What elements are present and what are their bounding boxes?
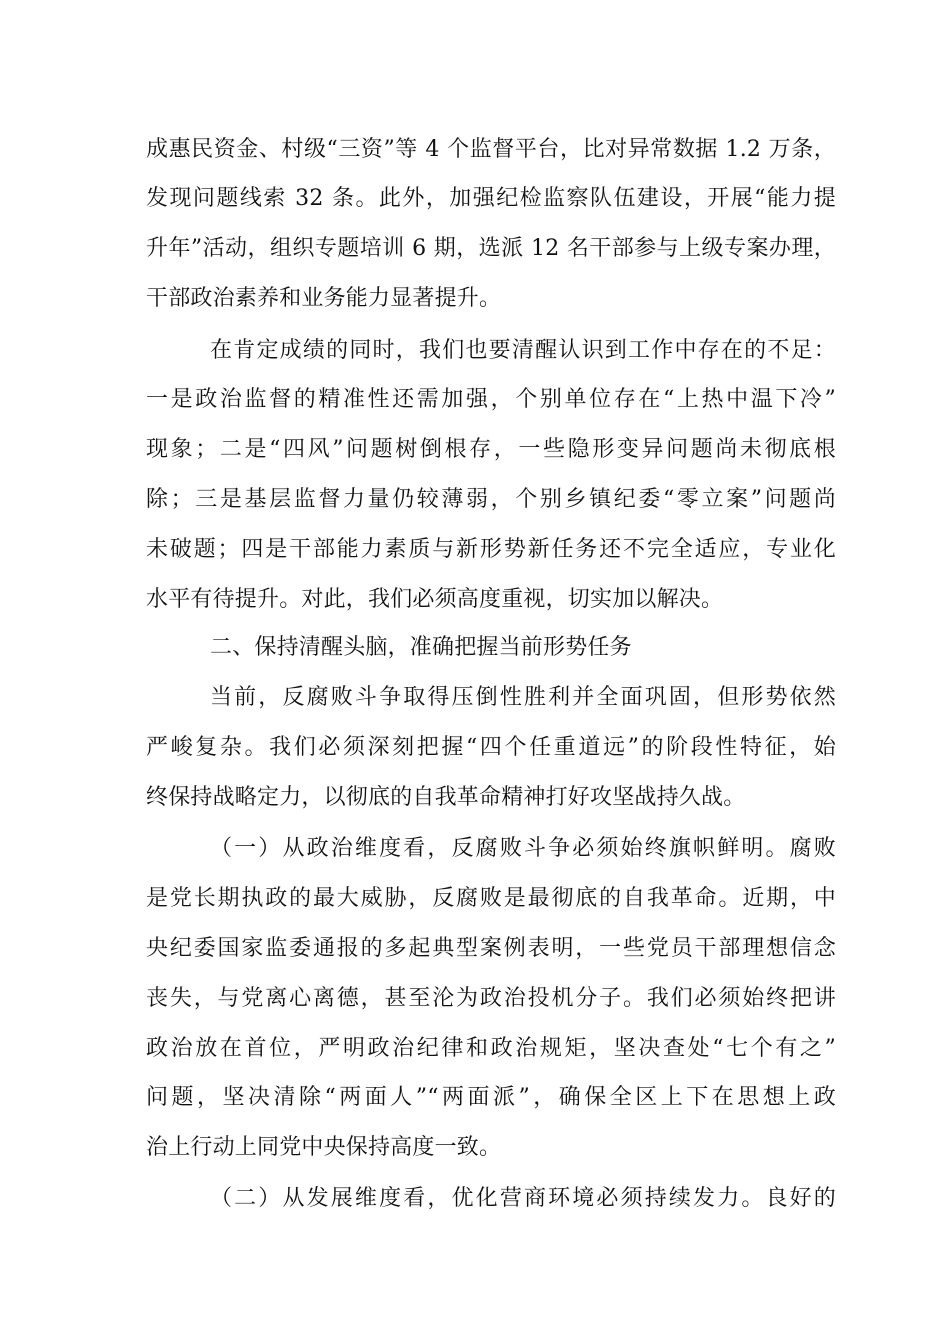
body-line: 终保持战略定力，以彻底的自我革命精神打好攻坚战持久战。: [146, 785, 746, 810]
body-line: 问题，坚决清除“两面人”“两面派”，确保全区上下在思想上政: [146, 1085, 836, 1110]
body-line: 除；三是基层监督力量仍较薄弱，个别乡镇纪委“零立案”问题尚: [146, 487, 836, 512]
paragraph-first-line: （二）从发展维度看，优化营商环境必须持续发力。良好的: [210, 1186, 836, 1211]
body-line: 未破题；四是干部能力素质与新形势新任务还不完全适应，专业化: [146, 537, 836, 562]
body-line: 严峻复杂。我们必须深刻把握“四个任重道远”的阶段性特征，始: [146, 735, 836, 760]
body-line: 发现问题线索 32 条。此外，加强纪检监察队伍建设，开展“能力提: [146, 186, 836, 211]
body-line: 央纪委国家监委通报的多起典型案例表明，一些党员干部理想信念: [146, 936, 836, 961]
body-line: 水平有待提升。对此，我们必须高度重视，切实加以解决。: [146, 587, 724, 612]
body-line: 治上行动上同党中央保持高度一致。: [146, 1135, 502, 1160]
paragraph-first-line: 在肯定成绩的同时，我们也要清醒认识到工作中存在的不足：: [210, 338, 836, 363]
body-line: 是党长期执政的最大威胁，反腐败是最彻底的自我革命。近期，中: [146, 886, 836, 911]
paragraph-first-line: 当前，反腐败斗争取得压倒性胜利并全面巩固，但形势依然: [210, 685, 836, 710]
body-line: 一是政治监督的精准性还需加强，个别单位存在“上热中温下冷”: [146, 387, 836, 412]
body-line: 成惠民资金、村级“三资”等 4 个监督平台，比对异常数据 1.2 万条，: [146, 137, 836, 162]
body-line: 现象；二是“四风”问题树倒根存，一些隐形变异问题尚未彻底根: [146, 437, 836, 462]
body-line: 干部政治素养和业务能力显著提升。: [146, 286, 502, 311]
section-heading: 二、保持清醒头脑，准确把握当前形势任务: [210, 635, 632, 660]
paragraph-first-line: （一）从政治维度看，反腐败斗争必须始终旗帜鲜明。腐败: [210, 836, 836, 861]
body-line: 政治放在首位，严明政治纪律和政治规矩，坚决查处“七个有之”: [146, 1036, 836, 1061]
body-line: 丧失，与党离心离德，甚至沦为政治投机分子。我们必须始终把讲: [146, 986, 836, 1011]
body-line: 升年”活动，组织专题培训 6 期，选派 12 名干部参与上级专案办理，: [146, 236, 836, 261]
